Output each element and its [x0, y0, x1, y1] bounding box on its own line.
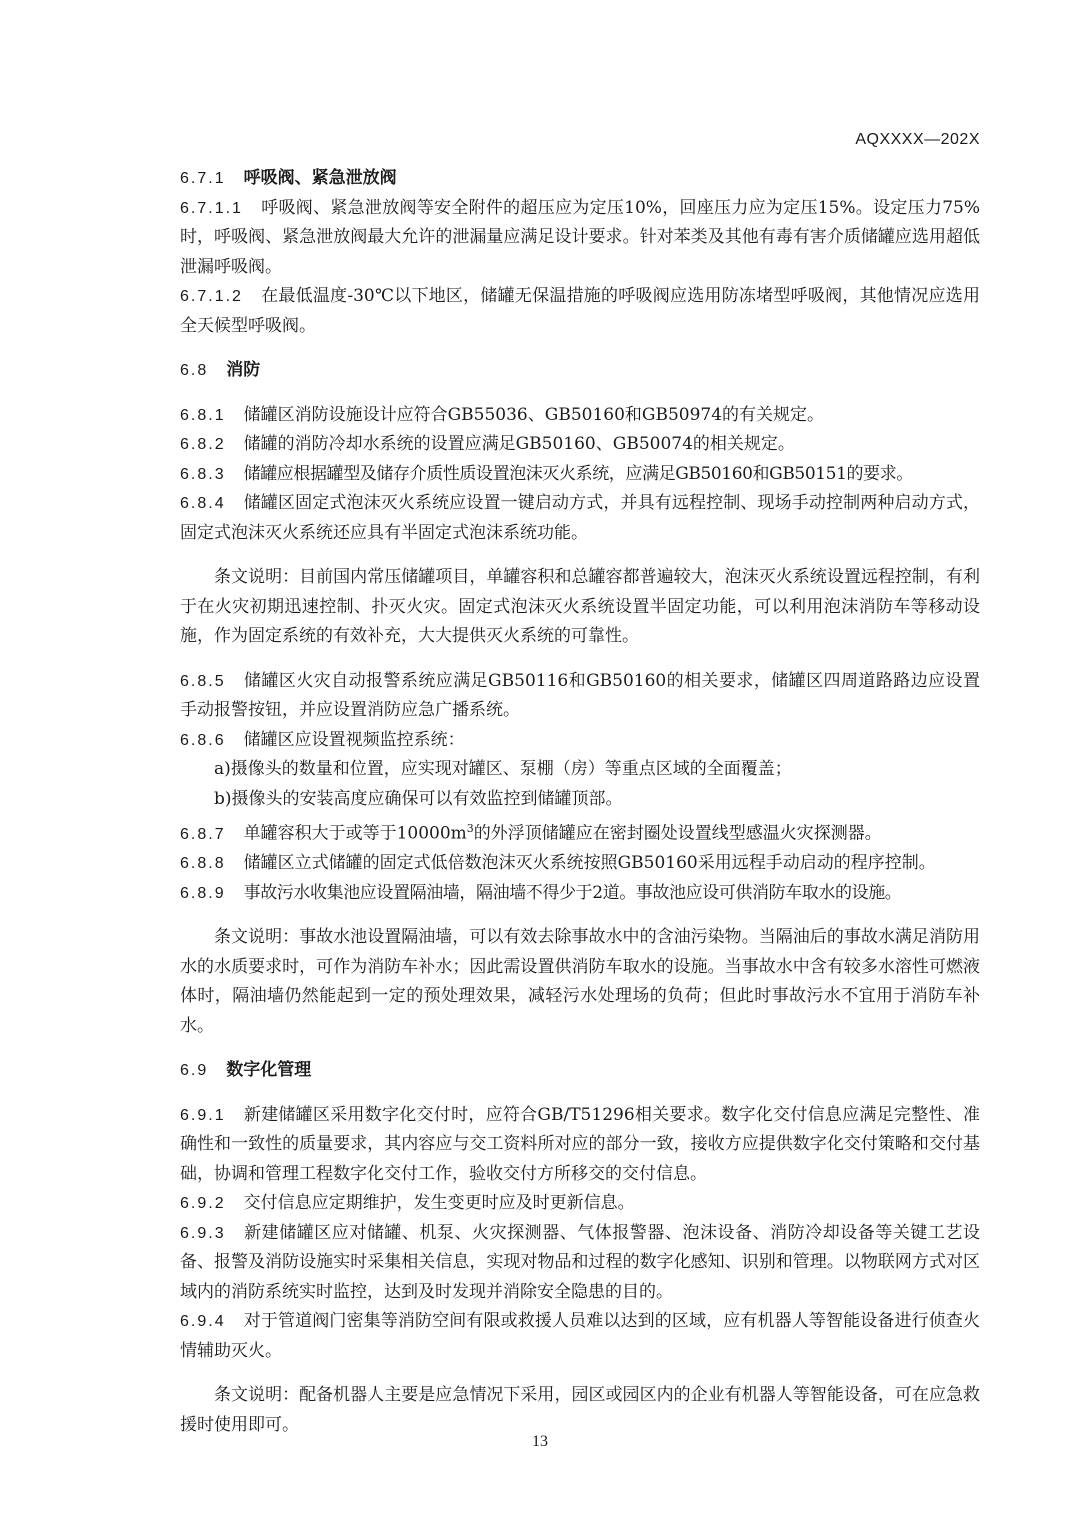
clause-text: 储罐区火灾自动报警系统应满足GB50116和GB50160的相关要求，储罐区四周道路路边应设置手动报警按钮，并应设置消防应急广播系统。: [180, 670, 980, 720]
section-title: 消防: [226, 360, 261, 380]
clause-text: 新建储罐区采用数字化交付时，应符合GB/T51296相关要求。数字化交付信息应满足完整性、准确性和一致性的质量要求，其内容应与交工资料所对应的部分一致，接收方应提供数字化交付策略和交付基础，协调和管理工程数字化交付工作，验收交付方所移交的交付信息。: [180, 1104, 980, 1184]
explanatory-note: 条文说明：目前国内常压储罐项目，单罐容积和总罐容都普遍较大，泡沫灭火系统设置远程控制，有利于在火灾初期迅速控制、扑灭火灾。固定式泡沫灭火系统设置半固定功能，可以利用泡沫消防车等移动设施，作为固定系统的有效补充，大大提供灭火系统的可靠性。: [180, 567, 980, 646]
section-number: 6.8: [180, 362, 209, 379]
clause-number: 6.8.8: [180, 855, 226, 873]
page-number: 13: [532, 1433, 548, 1450]
clause-number: 6.8.5: [180, 672, 226, 690]
clause-text: 储罐的消防冷却水系统的设置应满足GB50160、GB50074的相关规定。: [243, 434, 795, 454]
superscript: 3: [466, 822, 474, 835]
clause-6-8-5: [180, 667, 980, 726]
list-item-b: b)摄像头的安装高度应确保可以有效监控到储罐顶部。: [214, 788, 623, 809]
clause-6-8-4: [180, 489, 980, 548]
clause-text: 储罐区应设置视频监控系统：: [243, 729, 465, 750]
clause-text: 单罐容积大于或等于10000m: [243, 823, 467, 844]
section-heading-6-8: [180, 356, 980, 386]
clause-number: 6.7.1.2: [180, 288, 243, 305]
section-number: 6.9: [180, 1062, 209, 1080]
clause-6-8-3: [180, 460, 980, 490]
clause-6-9-4: [180, 1307, 980, 1366]
clause-number: 6.8.2: [180, 436, 226, 453]
clause-text: 新建储罐区应对储罐、机泵、火灾探测器、气体报警器、泡沫设备、消防冷却设备等关键工艺设备、报警及消防设施实时采集相关信息，实现对物品和过程的数字化感知、识别和管理。以物联网方式对区域内的消防系统实时监控，达到及时发现并消除安全隐患的目的。: [180, 1222, 980, 1302]
clause-number: 6.9.2: [180, 1195, 226, 1213]
clause-number: 6.9.1: [180, 1106, 226, 1124]
clause-text: 在最低温度-30℃以下地区，储罐无保温措施的呼吸阀应选用防冻堵型呼吸阀，其他情况应选用全天候型呼吸阀。: [180, 286, 980, 336]
clause-text: 呼吸阀、紧急泄放阀等安全附件的超压应为定压10%，回座压力应为定压15%。设定压力75%时，呼吸阀、紧急泄放阀最大允许的泄漏量应满足设计要求。针对苯类及其他有毒有害介质储罐应选用超低泄漏呼吸阀。: [180, 197, 980, 277]
clause-text-continued: 的外浮顶储罐应在密封圈处设置线型感温火灾探测器。: [473, 823, 882, 844]
page-content: [180, 164, 980, 1440]
section-number: 6.7.1: [180, 170, 226, 187]
section-heading-6-9: [180, 1056, 980, 1086]
clause-number: 6.8.1: [180, 406, 226, 424]
clause-6-8-8: [180, 849, 980, 879]
clause-6-9-2: [180, 1189, 980, 1219]
clause-number: 6.8.6: [180, 731, 226, 749]
section-title: 呼吸阀、紧急泄放阀: [243, 168, 397, 188]
clause-6-8-7: [180, 814, 980, 849]
clause-number: 6.8.4: [180, 495, 226, 512]
clause-6-7-1-2: [180, 282, 980, 341]
clause-number: 6.8.7: [180, 825, 226, 843]
explanatory-note: 条文说明：事故水池设置隔油墙，可以有效去除事故水中的含油污染物。当隔油后的事故水满足消防用水的水质要求时，可作为消防车补水；因此需设置供消防车取水的设施。当事故水中含有较多水溶性可燃液体时，隔油墙仍然能起到一定的预处理效果，减轻污水处理场的负荷；但此时事故污水不宜用于消防车补水。: [180, 927, 980, 1036]
clause-text: 事故污水收集池应设置隔油墙，隔油墙不得少于2道。事故池应设可供消防车取水的设施。: [243, 882, 902, 903]
clause-6-7-1-1: [180, 194, 980, 283]
clause-number: 6.8.9: [180, 884, 226, 902]
clause-text: 储罐区固定式泡沫灭火系统应设置一键启动方式，并具有远程控制、现场手动控制两种启动方式，固定式泡沫灭火系统还应具有半固定式泡沫系统功能。: [180, 493, 980, 543]
explanatory-note: 条文说明：配备机器人主要是应急情况下采用，园区或园区内的企业有机器人等智能设备，可在应急救援时使用即可。: [180, 1385, 980, 1435]
clause-6-9-1: [180, 1101, 980, 1190]
clause-text: 储罐区立式储罐的固定式低倍数泡沫灭火系统按照GB50160采用远程手动启动的程序控制。: [243, 853, 936, 874]
clause-text: 对于管道阀门密集等消防空间有限或救援人员难以达到的区域，应有机器人等智能设备进行侦查火情辅助灭火。: [180, 1311, 980, 1361]
section-heading-6-7-1: [180, 164, 980, 194]
clause-text: 储罐应根据罐型及储存介质性质设置泡沫灭火系统，应满足GB50160和GB50151的要求。: [243, 463, 913, 484]
clause-number: 6.7.1.1: [180, 199, 243, 217]
clause-number: 6.9.3: [180, 1224, 226, 1242]
clause-6-8-2: [180, 430, 980, 460]
clause-text: 交付信息应定期维护，发生变更时应及时更新信息。: [243, 1193, 635, 1214]
clause-6-8-6: [180, 726, 980, 756]
clause-text: 储罐区消防设施设计应符合GB55036、GB50160和GB50974的有关规定。: [243, 404, 825, 425]
section-title: 数字化管理: [226, 1060, 312, 1081]
clause-number: 6.9.4: [180, 1313, 226, 1331]
clause-number: 6.8.3: [180, 465, 226, 483]
list-item-a: a)摄像头的数量和位置，应实现对罐区、泵棚（房）等重点区域的全面覆盖；: [214, 759, 792, 779]
clause-6-8-1: [180, 401, 980, 431]
standard-code: AQXXXX—202X: [855, 131, 980, 148]
clause-6-8-9: [180, 879, 980, 909]
clause-6-9-3: [180, 1219, 980, 1308]
